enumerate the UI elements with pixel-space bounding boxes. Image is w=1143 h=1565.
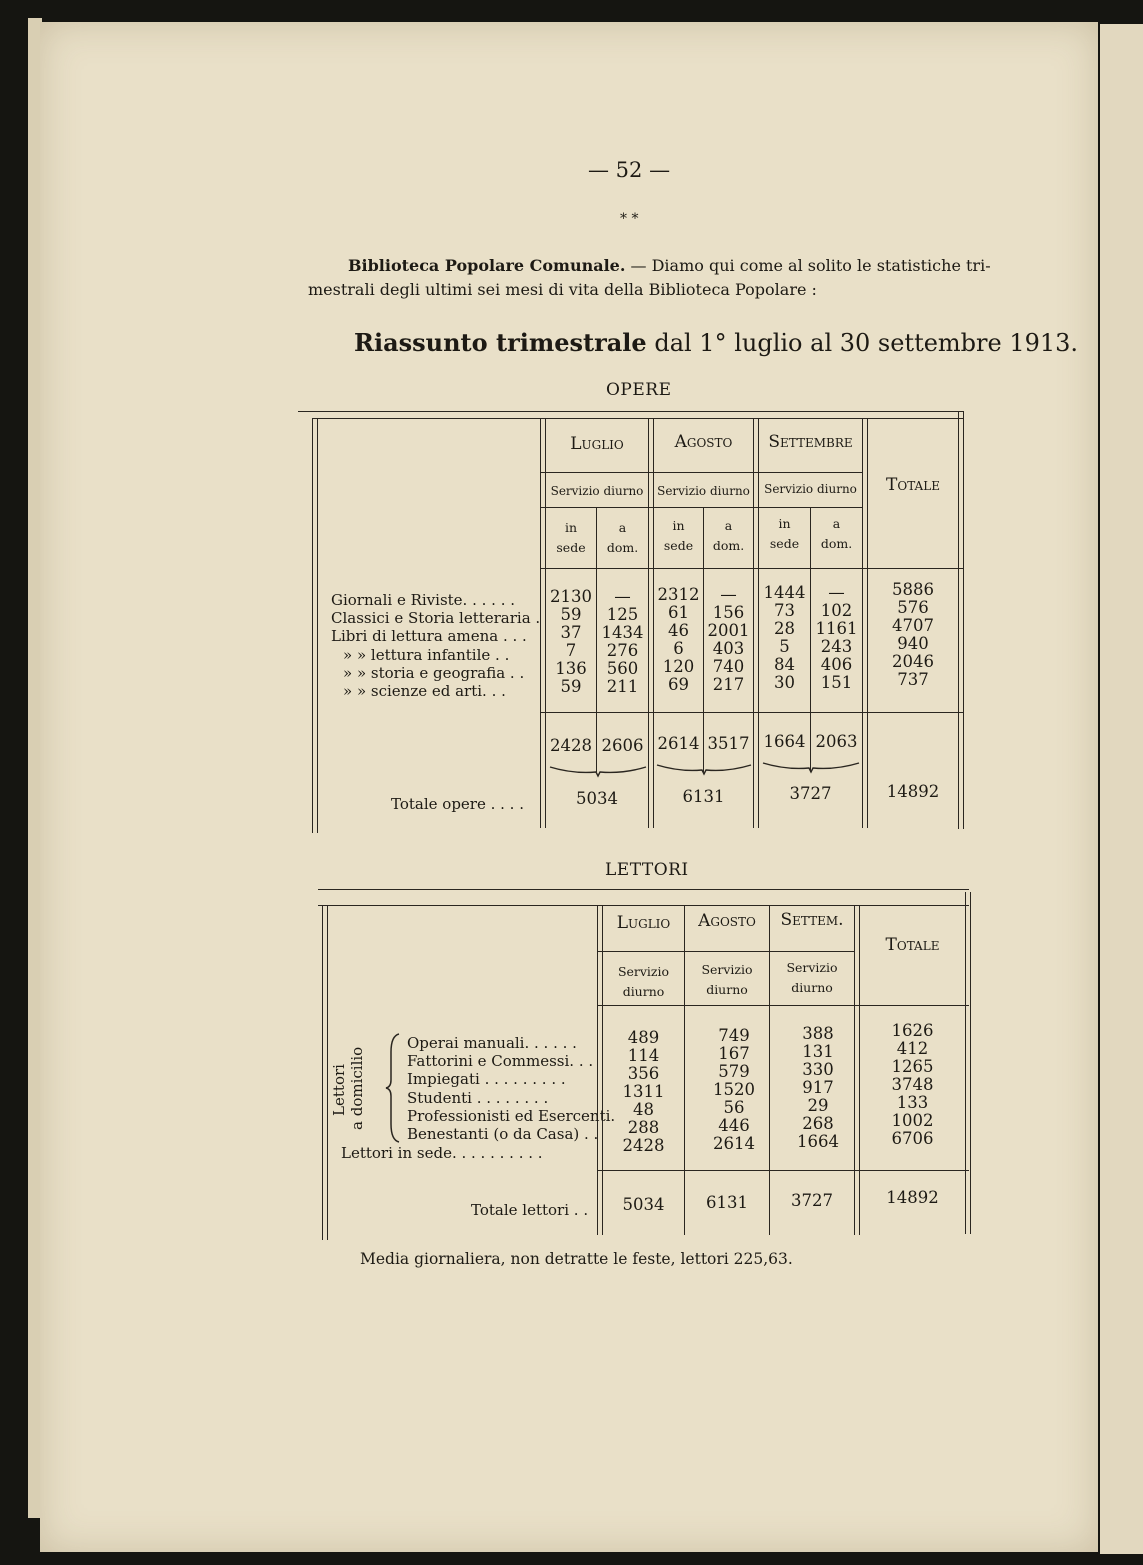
- opere-total-label: Totale opere . . . .: [391, 795, 524, 813]
- opere-header-totale: Totale: [886, 475, 940, 495]
- opere-row-label: Giornali e Riviste. . . . . . Classici e Storia letteraria . Libri di lettura amena . . . » » lettura infantile . . » » storia e geografia . . » » scienze ed arti. . .: [331, 591, 541, 701]
- footnote: Media giornaliera, non detratte le feste, lettori 225,63.: [360, 1250, 793, 1268]
- opere-col-agosto-sede: 2312 61 46 6 120 69: [657, 585, 700, 694]
- lettori-grand-total: 14892: [886, 1188, 939, 1207]
- opere-total-settembre: 3727: [789, 784, 832, 803]
- opere-col-agosto-dom: — 156 2001 403 740 217: [707, 585, 750, 694]
- brace-luglio: [548, 764, 648, 778]
- lettori-row-labels: Operai manuali. . . . . . Fattorini e Commessi. . . Impiegati . . . . . . . . . Studenti . . . . . . . . Professionisti ed Esercenti. Benestanti (o da Casa) . .: [407, 1034, 616, 1144]
- lettori-col-totale: 1626 412 1265 3748 133 1002 6706: [891, 1021, 934, 1148]
- lettori-total-agosto: 6131: [706, 1193, 748, 1212]
- opere-subheader-a-dom: a dom.: [606, 520, 639, 555]
- opere-col-luglio-dom: — 125 1434 276 560 211: [601, 587, 644, 696]
- opere-subheader-in-sede: in sede: [769, 516, 800, 551]
- opere-total-luglio: 5034: [576, 789, 618, 808]
- opere-col-settembre-sede: 1444 73 28 5 84 30: [763, 583, 806, 692]
- intro-text: — Diamo qui come al solito le statistiche tri-: [630, 256, 991, 275]
- brace-settembre: [761, 760, 861, 774]
- lettori-col-agosto: 749 167 579 1520 56 446 2614: [713, 1026, 755, 1153]
- lettori-total-settem: 3727: [791, 1191, 833, 1210]
- title-period: dal 1° luglio al 30 settembre 1913.: [654, 329, 1079, 357]
- opere-header-agosto: Agosto: [674, 432, 733, 452]
- opere-service-label: Servizio diurno: [764, 482, 857, 496]
- lettori-group-label: Lettori a domicilio: [330, 1046, 366, 1130]
- lettori-header-settem: Settem.: [780, 910, 844, 930]
- lettori-sede-label: Lettori in sede. . . . . . . . . .: [341, 1144, 543, 1162]
- opere-subheader-a-dom: a dom.: [712, 518, 745, 553]
- opere-header-luglio: Luglio: [570, 434, 624, 454]
- section-separator: * *: [620, 211, 639, 227]
- lettori-total-luglio: 5034: [622, 1195, 665, 1214]
- facing-page-edge: [1100, 24, 1143, 1554]
- opere-service-label: Servizio diurno: [657, 484, 750, 498]
- opere-grand-total: 14892: [886, 782, 940, 801]
- opere-col-luglio-sede: 2130 59 37 7 136 59: [550, 587, 592, 696]
- lettori-header-agosto: Agosto: [698, 911, 756, 931]
- opere-subheader-a-dom: a dom.: [820, 516, 853, 551]
- page-title: [354, 328, 1078, 357]
- lettori-header-luglio: Luglio: [616, 913, 671, 933]
- opere-subheader-in-sede: in sede: [663, 518, 694, 553]
- opere-service-label: Servizio diurno: [550, 484, 644, 498]
- opere-subtotal: 2063: [815, 732, 858, 751]
- opere-title: OPERE: [606, 380, 672, 400]
- opere-subtotal: 2614: [657, 734, 700, 753]
- lettori-group-brace: [385, 1032, 401, 1144]
- lettori-service-label: Servizio diurno: [701, 962, 753, 997]
- lettori-service-label: Servizio diurno: [786, 960, 838, 995]
- lettori-title: LETTORI: [605, 860, 689, 880]
- opere-subtotal: 1664: [763, 732, 806, 751]
- lettori-header-totale: Totale: [885, 935, 940, 955]
- page-number: — 52 —: [588, 158, 671, 182]
- lettori-total-label: Totale lettori . .: [471, 1201, 589, 1219]
- lettori-col-luglio: 489 114 356 1311 48 288 2428: [622, 1028, 665, 1155]
- intro-title: Biblioteca Popolare Comunale.: [348, 256, 626, 275]
- opere-col-settembre-dom: — 102 1161 243 406 151: [815, 583, 858, 692]
- intro-line-1: [348, 256, 991, 275]
- opere-subtotal: 2428: [550, 736, 592, 755]
- brace-agosto: [655, 762, 753, 776]
- opere-col-totale: 5886 576 4707 940 2046 737: [892, 580, 934, 689]
- opere-subtotal: 2606: [601, 736, 644, 755]
- lettori-col-settem: 388 131 330 917 29 268 1664: [797, 1024, 839, 1151]
- opere-subtotal: 3517: [707, 734, 750, 753]
- intro-line-2: mestrali degli ultimi sei mesi di vita della Biblioteca Popolare :: [308, 280, 817, 299]
- opere-subheader-in-sede: in sede: [556, 520, 586, 555]
- title-bold: Riassunto trimestrale: [354, 328, 647, 357]
- opere-header-settembre: Settembre: [768, 432, 853, 452]
- opere-total-agosto: 6131: [682, 787, 725, 806]
- lettori-service-label: Servizio diurno: [617, 964, 670, 999]
